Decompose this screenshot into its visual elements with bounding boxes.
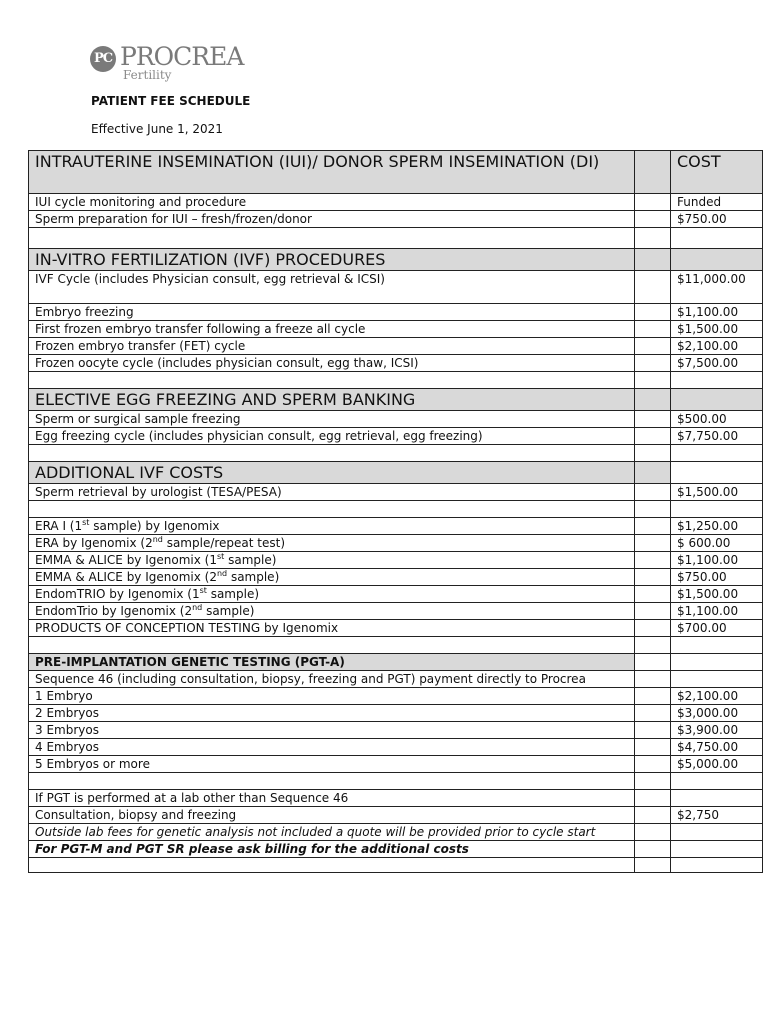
- table-row: 2 Embryos $3,000.00: [29, 705, 763, 722]
- effective-date: Effective June 1, 2021: [91, 122, 223, 136]
- table-row: PRODUCTS OF CONCEPTION TESTING by Igenomix $700.00: [29, 620, 763, 637]
- table-row: Sperm preparation for IUI – fresh/frozen/donor $750.00: [29, 211, 763, 228]
- table-row: IUI cycle monitoring and procedure Funded: [29, 194, 763, 211]
- spacer-row: [29, 228, 763, 249]
- table-row: For PGT-M and PGT SR please ask billing for the additional costs: [29, 841, 763, 858]
- table-row: Sperm retrieval by urologist (TESA/PESA) $1,500.00: [29, 484, 763, 501]
- table-row: Frozen oocyte cycle (includes physician consult, egg thaw, ICSI) $7,500.00: [29, 355, 763, 372]
- spacer-row: [29, 637, 763, 654]
- logo-subtitle: Fertility: [123, 68, 172, 82]
- logo-wordmark: PROCREA: [120, 42, 244, 71]
- page-title: PATIENT FEE SCHEDULE: [91, 94, 251, 108]
- table-row: ERA by Igenomix (2nd sample/repeat test) $ 600.00: [29, 535, 763, 552]
- table-row: 4 Embryos $4,750.00: [29, 739, 763, 756]
- spacer-row: [29, 445, 763, 462]
- section-header-additional: [29, 462, 763, 484]
- section-title: PRE-IMPLANTATION GENETIC TESTING (PGT-A): [29, 654, 635, 671]
- section-header-elective: [29, 389, 763, 411]
- table-row: EndomTRIO by Igenomix (1st sample) $1,500.00: [29, 586, 763, 603]
- table-row: IVF Cycle (includes Physician consult, egg retrieval & ICSI) $11,000.00: [29, 271, 763, 304]
- table-row: Consultation, biopsy and freezing $2,750: [29, 807, 763, 824]
- spacer-row: [29, 372, 763, 389]
- cost-column-header: COST: [671, 151, 763, 194]
- fee-table: [28, 150, 763, 873]
- table-row: Outside lab fees for genetic analysis not included a quote will be provided prior to cycle start: [29, 824, 763, 841]
- section-title: INTRAUTERINE INSEMINATION (IUI)/ DONOR SPERM INSEMINATION (DI): [29, 151, 635, 194]
- table-row: ERA I (1st sample) by Igenomix $1,250.00: [29, 518, 763, 535]
- table-row: Egg freezing cycle (includes physician consult, egg retrieval, egg freezing) $7,750.00: [29, 428, 763, 445]
- section-title: ADDITIONAL IVF COSTS: [29, 462, 635, 484]
- table-row: 3 Embryos $3,900.00: [29, 722, 763, 739]
- table-row: Embryo freezing $1,100.00: [29, 304, 763, 321]
- section-header-ivf: [29, 249, 763, 271]
- section-title: IN-VITRO FERTILIZATION (IVF) PROCEDURES: [29, 249, 635, 271]
- table-row: EndomTrio by Igenomix (2nd sample) $1,100.00: [29, 603, 763, 620]
- table-row: Sequence 46 (including consultation, biopsy, freezing and PGT) payment directly to Procrea: [29, 671, 763, 688]
- table-row: First frozen embryo transfer following a freeze all cycle $1,500.00: [29, 321, 763, 338]
- section-header-pgt: [29, 654, 763, 671]
- table-row: 5 Embryos or more $5,000.00: [29, 756, 763, 773]
- spacer-row: [29, 501, 763, 518]
- table-row: EMMA & ALICE by Igenomix (1st sample) $1,100.00: [29, 552, 763, 569]
- table-row: EMMA & ALICE by Igenomix (2nd sample) $750.00: [29, 569, 763, 586]
- spacer-row: [29, 858, 763, 873]
- table-row: If PGT is performed at a lab other than Sequence 46: [29, 790, 763, 807]
- section-header-iui: [29, 151, 763, 194]
- table-row: Frozen embryo transfer (FET) cycle $2,100.00: [29, 338, 763, 355]
- table-row: Sperm or surgical sample freezing $500.00: [29, 411, 763, 428]
- table-row: 1 Embryo $2,100.00: [29, 688, 763, 705]
- section-title: ELECTIVE EGG FREEZING AND SPERM BANKING: [29, 389, 635, 411]
- procrea-logo-icon: PC: [90, 46, 116, 72]
- spacer-row: [29, 773, 763, 790]
